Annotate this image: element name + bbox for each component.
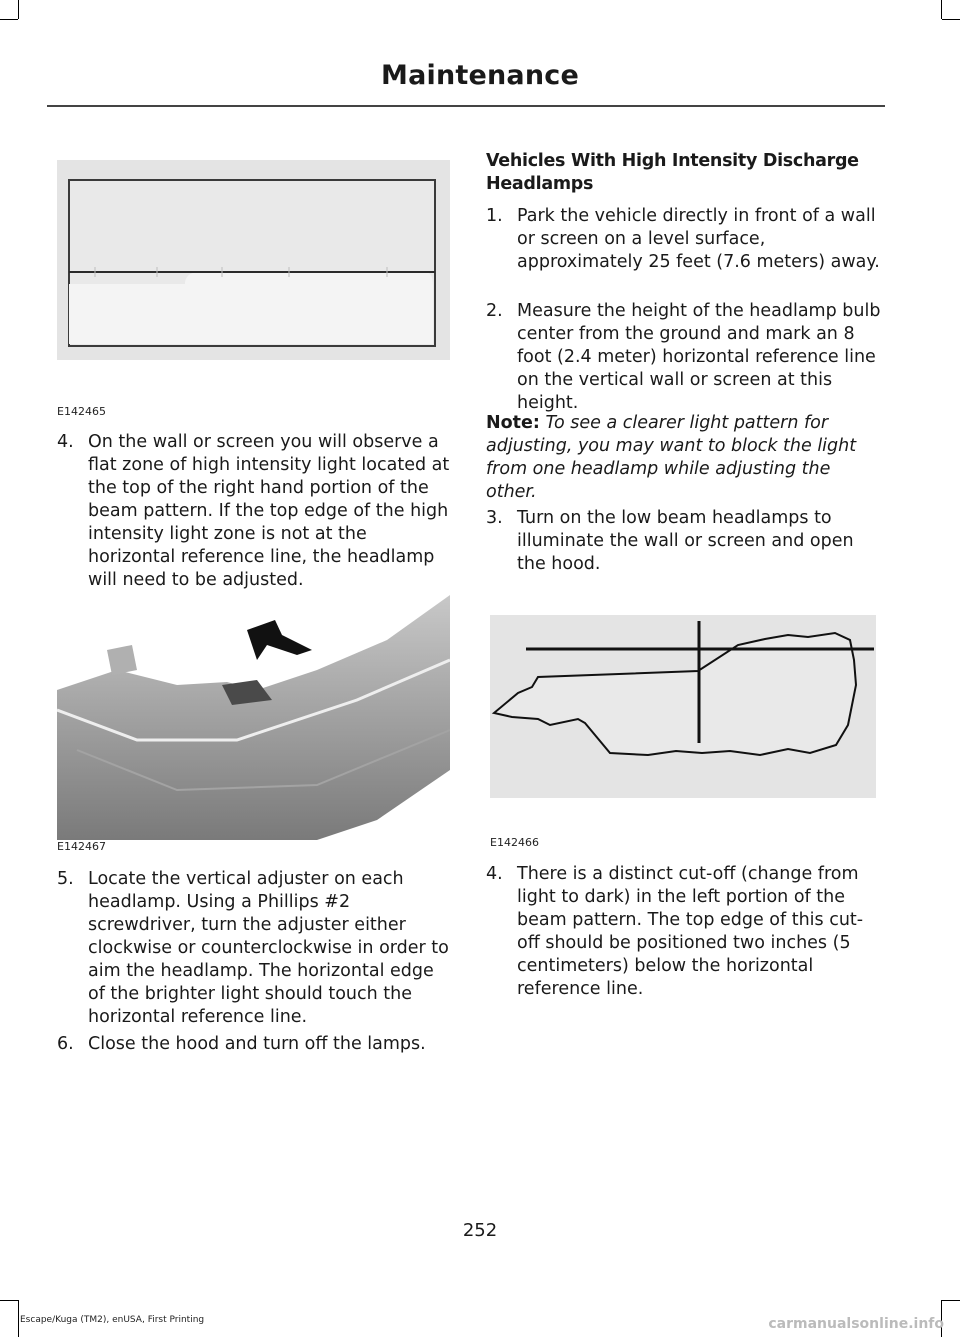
step-3-right <box>486 507 886 576</box>
crop-mark <box>18 1300 19 1337</box>
headlamp-assembly-figure <box>57 590 450 840</box>
step-number: 6. <box>57 1034 74 1054</box>
crop-mark <box>0 19 18 20</box>
figure-code: E142467 <box>57 840 106 853</box>
crop-mark <box>942 1300 960 1301</box>
step-5-left <box>57 868 450 1029</box>
step-text: Turn on the low beam headlamps to illuminate the wall or screen and open the hood. <box>517 508 854 574</box>
crop-mark <box>941 0 942 19</box>
crop-mark <box>942 19 960 20</box>
footer-text: Escape/Kuga (TM2), enUSA, First Printing <box>20 1315 205 1325</box>
step-text: Locate the vertical adjuster on each headlamp. Using a Phillips #2 screwdriver, turn the adjuster either clockwise or counterclockwise in order to aim the headlamp. The horizontal edge of the brighter light should touch the horizontal reference line. <box>88 869 449 1027</box>
step-number: 4. <box>486 864 503 884</box>
step-number: 5. <box>57 869 74 889</box>
figure-code: E142465 <box>57 405 106 418</box>
note <box>486 412 886 504</box>
step-number: 3. <box>486 508 503 528</box>
crop-mark <box>18 0 19 19</box>
step-text: Close the hood and turn off the lamps. <box>88 1034 426 1054</box>
step-text: Measure the height of the headlamp bulb center from the ground and mark an 8 foot (2.4 meter) horizontal reference line on the vertical wall or screen at this height. <box>517 301 881 413</box>
section-heading: Vehicles With High Intensity Discharge Headlamps <box>486 151 859 194</box>
step-text: Park the vehicle directly in front of a wall or screen on a level surface, approximately 25 feet (7.6 meters) away. <box>517 206 880 272</box>
beam-pattern-figure <box>57 160 450 360</box>
step-2-right <box>486 300 886 415</box>
step-4-left <box>57 431 450 592</box>
page-title: Maintenance <box>381 60 579 91</box>
step-6-left <box>57 1033 450 1056</box>
step-number: 2. <box>486 301 503 321</box>
page-number: 252 <box>462 1220 498 1241</box>
step-4-right <box>486 863 886 1001</box>
hid-beam-cutoff-figure <box>490 615 876 798</box>
watermark: carmanualsonline.info <box>768 1316 944 1332</box>
step-number: 1. <box>486 206 503 226</box>
note-text: To see a clearer light pattern for adjusting, you may want to block the light from one headlamp while adjusting the other. <box>486 413 857 502</box>
step-1-right <box>486 205 886 274</box>
figure-code: E142466 <box>490 836 539 849</box>
crop-mark <box>0 1300 18 1301</box>
header-divider <box>47 105 885 107</box>
step-text: There is a distinct cut-off (change from light to dark) in the left portion of the beam pattern. The top edge of this cut-off should be positioned two inches (5 centimeters) below the horizontal reference line. <box>517 864 864 999</box>
step-number: 4. <box>57 432 74 452</box>
note-label: Note: <box>486 413 540 433</box>
step-text: On the wall or screen you will observe a flat zone of high intensity light located at the top of the right hand portion of the beam pattern. If the top edge of the high intensity light zone is not at the horizontal reference line, the headlamp will need to be adjusted. <box>88 432 450 590</box>
